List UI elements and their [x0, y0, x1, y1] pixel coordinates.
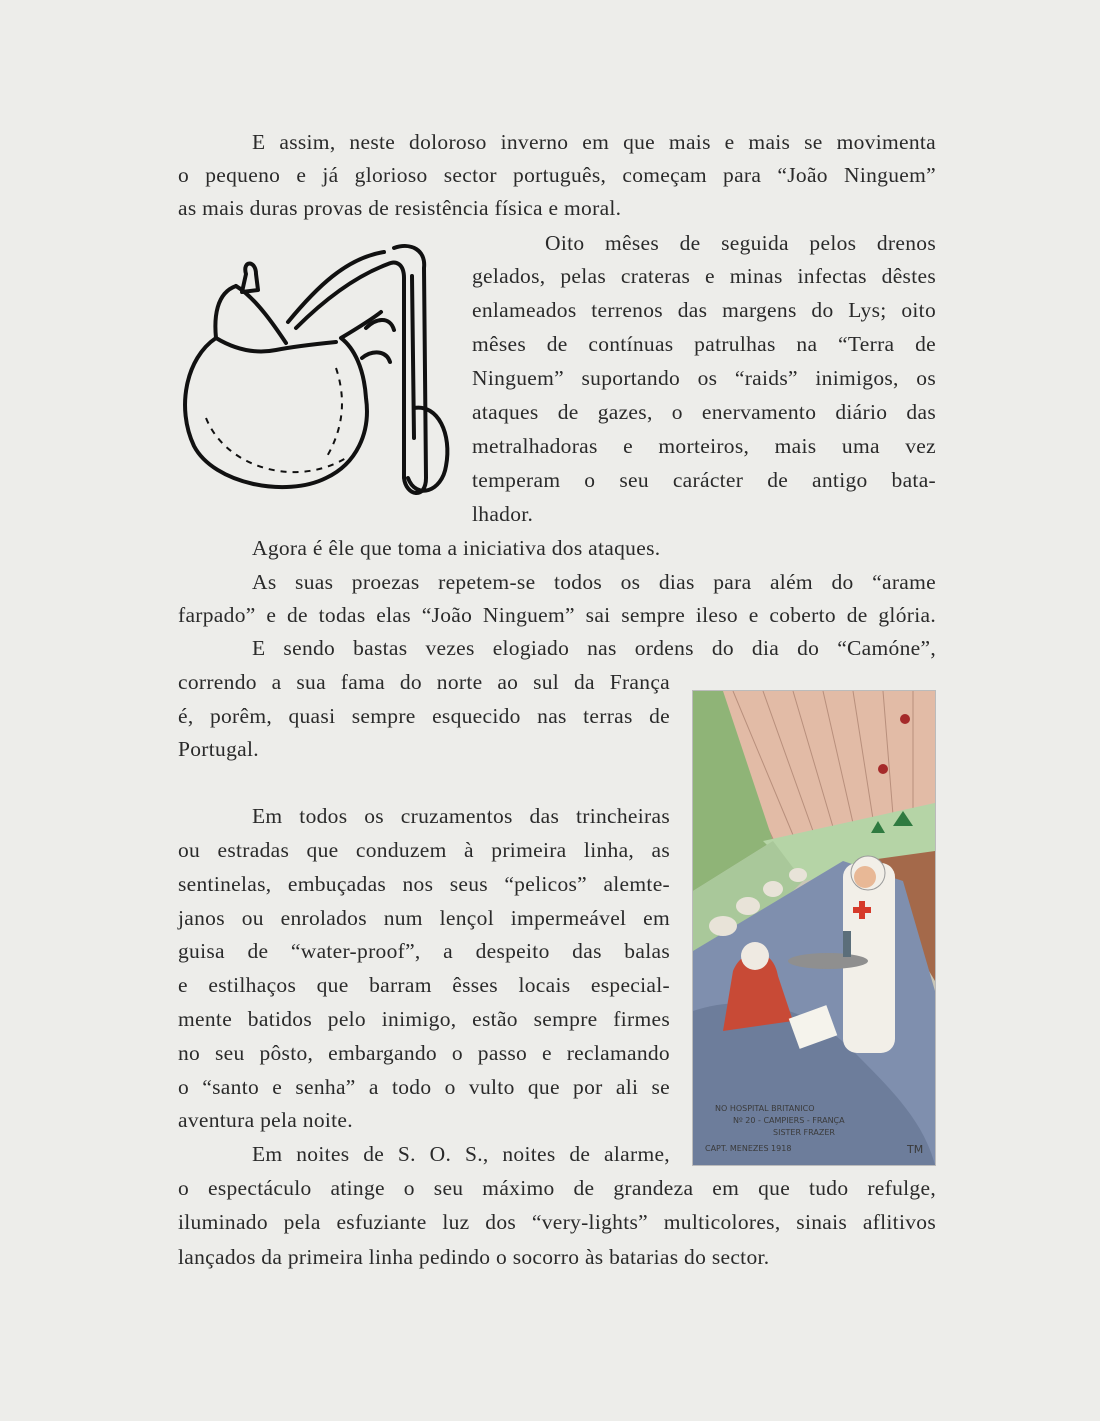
text-line: temperam o seu carácter de antigo bata-	[472, 468, 936, 492]
text-line: no seu pôsto, embargando o passo e reclamando	[178, 1041, 670, 1065]
text-line: sentinelas, embuçadas nos seus “pelicos” alemte-	[178, 872, 670, 896]
text-line: Oito mêses de seguida pelos drenos	[545, 231, 936, 255]
text-line: enlameados terrenos das margens do Lys; oito	[472, 298, 936, 322]
text-line: guisa de “water-proof”, a despeito das balas	[178, 939, 670, 963]
text-line: farpado” e de todas elas “João Ninguem” sai sempre ileso e coberto de glória.	[178, 603, 936, 627]
text-line: E sendo bastas vezes elogiado nas ordens do dia do “Camóne”,	[252, 636, 936, 660]
text-line: mente batidos pelo inimigo, estão sempre firmes	[178, 1007, 670, 1031]
text-line: e estilhaços que barram êsses locais especial-	[178, 973, 670, 997]
text-line: o pequeno e já glorioso sector português, começam para “João Ninguem”	[178, 163, 936, 187]
text-line: aventura pela noite.	[178, 1108, 353, 1132]
text-line: As suas proezas repetem-se todos os dias para além do “arame	[252, 570, 936, 594]
artist-monogram: TM	[907, 1143, 924, 1156]
text-line: o “santo e senha” a todo o vulto que por ali se	[178, 1075, 670, 1099]
text-line: gelados, pelas crateras e minas infectas dêstes	[472, 264, 936, 288]
text-line: correndo a sua fama do norte ao sul da França	[178, 670, 670, 694]
text-line: Ninguem” suportando os “raids” inimigos, os	[472, 366, 936, 390]
text-line: as mais duras provas de resistência física e moral.	[178, 196, 622, 220]
text-line: E assim, neste doloroso inverno em que mais e mais se movimenta	[252, 130, 936, 154]
text-line: metralhadoras e morteiros, mais uma vez	[472, 434, 936, 458]
text-line: mêses de contínuas patrulhas na “Terra de	[472, 332, 936, 356]
text-line: ou estradas que conduzem à primeira linha, as	[178, 838, 670, 862]
caption-line: Nº 20 - CAMPIERS - FRANÇA	[733, 1116, 845, 1125]
text-line: iluminado pela esfuziante luz dos “very-lights” multicolores, sinais aflitivos	[178, 1210, 936, 1234]
caption-line: NO HOSPITAL BRITANICO	[715, 1104, 815, 1113]
text-line: Portugal.	[178, 737, 259, 761]
text-line: é, porêm, quasi sempre esquecido nas terras de	[178, 704, 670, 728]
hospital-illustration	[692, 690, 936, 1166]
text-line: ataques de gazes, o enervamento diário das	[472, 400, 936, 424]
caption-line: SISTER FRAZER	[773, 1128, 835, 1137]
text-line: Em noites de S. O. S., noites de alarme,	[252, 1142, 670, 1166]
canteen-drawing	[176, 238, 466, 528]
text-line: Agora é êle que toma a iniciativa dos ataques.	[252, 536, 661, 560]
text-line: lhador.	[472, 502, 534, 526]
text-line: lançados da primeira linha pedindo o socorro às batarias do sector.	[178, 1245, 770, 1269]
artist-signature: CAPT. MENEZES 1918	[705, 1144, 792, 1153]
text-line: o espectáculo atinge o seu máximo de grandeza em que tudo refulge,	[178, 1176, 936, 1200]
text-line: janos ou enrolados num lençol impermeável em	[178, 906, 670, 930]
text-line: Em todos os cruzamentos das trincheiras	[252, 804, 670, 828]
